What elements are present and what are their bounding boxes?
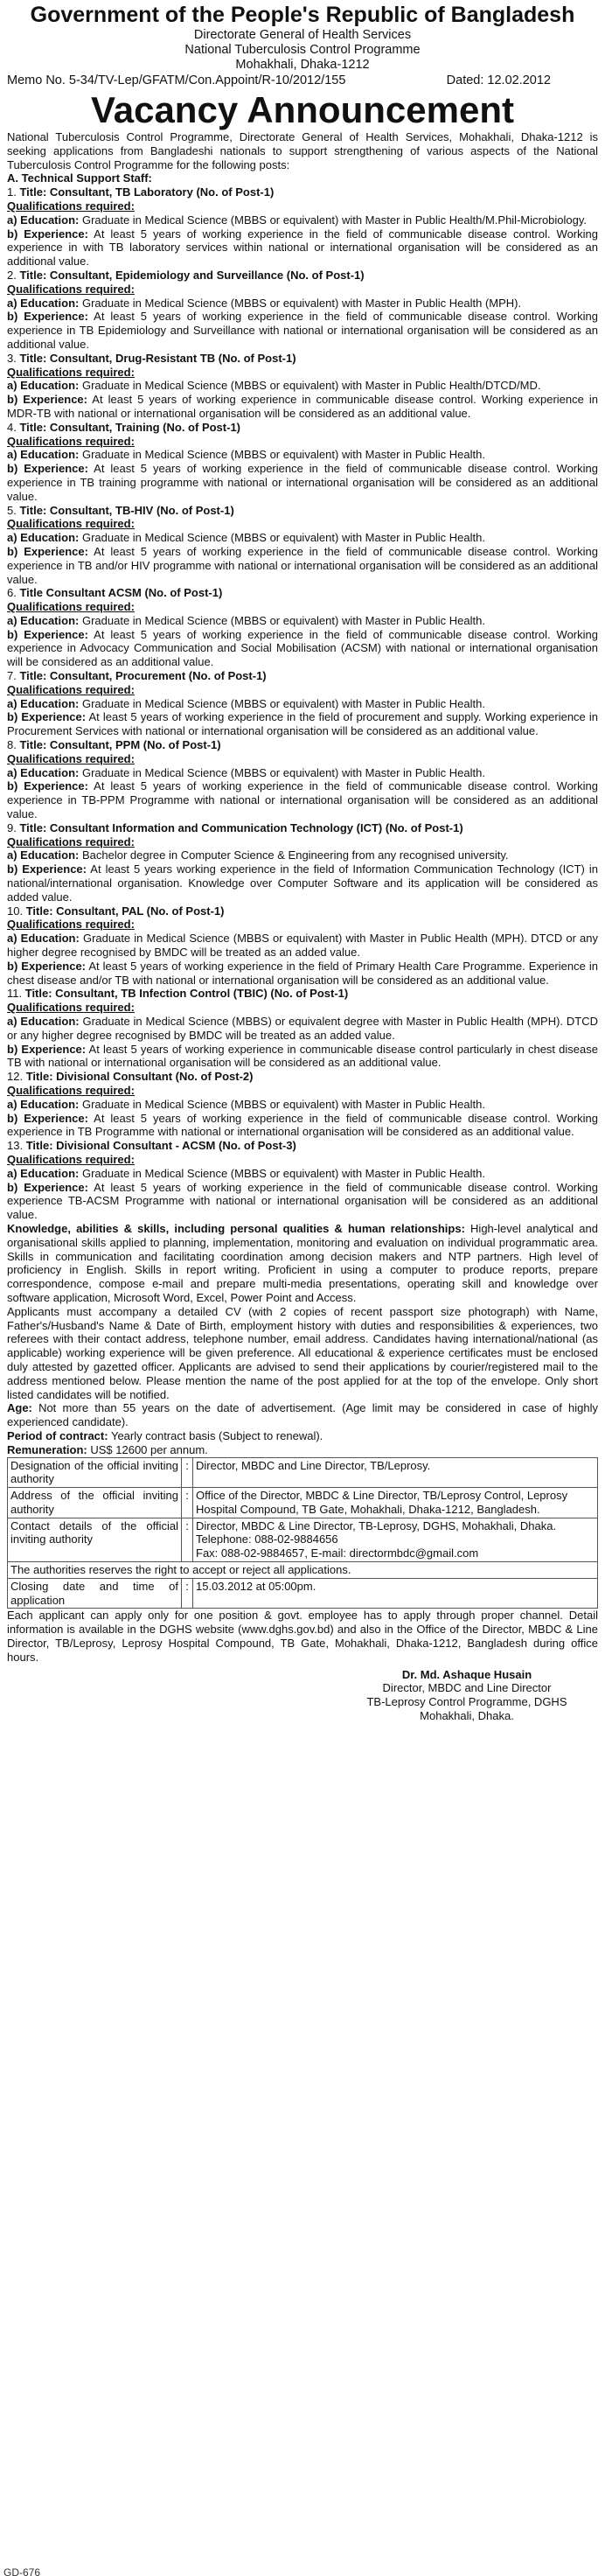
table-value-line: Fax: 088-02-9884657, E-mail: directormbdc@gmail.com xyxy=(196,1546,479,1560)
table-value-line: Director, MBDC and Line Director, TB/Leprosy. xyxy=(196,1458,431,1472)
experience-label: b) Experience: xyxy=(7,462,88,476)
position-title: Title: Consultant, TB Infection Control (TBIC) (No. of Post-1) xyxy=(24,987,349,1001)
experience-line xyxy=(7,779,598,820)
position-block xyxy=(7,738,598,821)
positions-list xyxy=(7,185,598,1222)
experience-label: b) Experience: xyxy=(7,1042,87,1056)
education-text: Graduate in Medical Science (MBBS or equivalent) with Master in Public Health (MPH). DTCD or any higher degree recognised by BMDC will be treated as an added value. xyxy=(7,932,598,960)
experience-label: b) Experience: xyxy=(7,544,88,558)
position-title-line xyxy=(7,352,598,366)
education-text: Graduate in Medical Science (MBBS or equivalent) with Master in Public Health/DTCD/MD. xyxy=(81,379,541,393)
education-text: Graduate in Medical Science (MBBS or equivalent) with Master in Public Health. xyxy=(81,448,485,462)
position-title-line xyxy=(7,821,598,835)
education-line xyxy=(7,379,598,393)
experience-line xyxy=(7,1043,598,1071)
experience-label: b) Experience: xyxy=(7,1111,88,1125)
education-text: Bachelor degree in Computer Science & Engineering from any recognised university. xyxy=(81,848,509,862)
experience-text: At least 5 years of working experience in the field of communicable disease control. Working experience in TB and/or HIV programme with national or international organisation will be considered as an additional value. xyxy=(7,544,598,586)
qualifications-heading: Qualifications required: xyxy=(7,199,135,213)
experience-line xyxy=(7,462,598,503)
memo-row xyxy=(7,73,598,88)
position-title: Title: Divisional Consultant - ACSM (No. of Post-3) xyxy=(25,1139,296,1153)
reserve-note: The authorities reserves the right to accept or reject all applications. xyxy=(8,1562,598,1579)
qualifications-heading: Qualifications required: xyxy=(7,600,135,614)
table-row xyxy=(8,1488,598,1518)
experience-text: At least 5 years of working experience in the field of communicable disease control. Working experience in TB Epidemiology and Surveillance with national or international organisation will be considered as an additional value. xyxy=(7,310,598,351)
programme-line: National Tuberculosis Control Programme xyxy=(184,43,421,57)
position-number: 11. xyxy=(7,987,23,1001)
position-title: Title: Consultant, TB-HIV (No. of Post-1) xyxy=(19,503,234,517)
position-title-line xyxy=(7,1139,598,1153)
position-block xyxy=(7,185,598,269)
contract-paragraph xyxy=(7,1429,598,1443)
education-line xyxy=(7,1015,598,1043)
remuneration-paragraph xyxy=(7,1443,598,1457)
experience-line xyxy=(7,1112,598,1140)
position-title: Title: Consultant Information and Communication Technology (ICT) (No. of Post-1) xyxy=(19,820,463,834)
experience-text: At least 5 years of working experience in the field of communicable disease control. Working experience in TB training programme with national or international organisation will be considered as an additional value. xyxy=(7,462,598,503)
experience-text: At least 5 years of working experience in the field of communicable disease control. Working experience in TB-PPM Programme with national or international organisation will be considered as an additional value. xyxy=(7,779,598,821)
education-text: Graduate in Medical Science (MBBS or equivalent) with Master in Public Health. xyxy=(81,1166,485,1180)
experience-line xyxy=(7,960,598,988)
position-title: Title: Consultant, PAL (No. of Post-1) xyxy=(25,904,225,918)
position-title-line xyxy=(7,586,598,600)
position-block xyxy=(7,504,598,587)
position-title-line xyxy=(7,987,598,1001)
education-text: Graduate in Medical Science (MBBS or equivalent) with Master in Public Health. xyxy=(81,765,485,779)
authority-table xyxy=(7,1457,598,1609)
position-title-line xyxy=(7,1070,598,1084)
qualifications-heading: Qualifications required: xyxy=(7,517,135,531)
position-title: Title: Consultant, Training (No. of Post-1) xyxy=(19,420,240,434)
education-label: a) Education: xyxy=(7,296,80,310)
closing-key: Closing date and time of application xyxy=(8,1578,182,1609)
table-value-line: Office of the Director, MBDC & Line Director, TB/Leprosy Control, Leprosy Hospital Compound, TB Gate, Mohakhali, Dhaka-1212, Bangladesh. xyxy=(196,1489,568,1516)
memo-number: Memo No. 5-34/TV-Lep/GFATM/Con.Appoint/R-10/2012/155 xyxy=(7,73,346,87)
education-line xyxy=(7,932,598,960)
experience-text: At least 5 years of working experience in communicable disease control. Working experience in MDR-TB with national or international organisation will be considered as an additional value. xyxy=(7,393,598,420)
education-text: Graduate in Medical Science (MBBS or equivalent) with Master in Public Health. xyxy=(81,696,485,710)
position-block xyxy=(7,269,598,352)
knowledge-label: Knowledge, abilities & skills, including personal qualities & human relationships: xyxy=(7,1221,465,1235)
position-title: Title: Divisional Consultant (No. of Post-2) xyxy=(25,1070,254,1084)
education-label: a) Education: xyxy=(7,213,80,227)
intro-paragraph: National Tuberculosis Control Programme, Directorate General of Health Services, Mohakhali, Dhaka-1212 is seeking applications from Bangladeshi nationals to support strengthening of various aspects of the National Tuberculosis Control Programme for the following posts: xyxy=(7,130,598,171)
position-number: 12. xyxy=(7,1070,24,1084)
table-colon: : xyxy=(182,1457,193,1488)
qualifications-heading: Qualifications required: xyxy=(7,834,135,848)
experience-label: b) Experience: xyxy=(7,710,87,724)
education-label: a) Education: xyxy=(7,1097,80,1111)
position-title: Title: Consultant, Procurement (No. of Post-1) xyxy=(19,669,267,683)
signatory-line-1: Director, MBDC and Line Director xyxy=(382,1681,552,1695)
position-number: 7. xyxy=(7,669,17,683)
qualifications-heading: Qualifications required: xyxy=(7,1001,135,1015)
knowledge-paragraph xyxy=(7,1222,598,1305)
education-text: Graduate in Medical Science (MBBS or equivalent) with Master in Public Health/M.Phil-Microbiology. xyxy=(81,213,588,227)
directorate-line: Directorate General of Health Services xyxy=(193,28,412,42)
experience-line xyxy=(7,1181,598,1222)
education-line xyxy=(7,1098,598,1112)
experience-label: b) Experience: xyxy=(7,310,88,324)
education-label: a) Education: xyxy=(7,1015,80,1028)
experience-label: b) Experience: xyxy=(7,862,87,876)
qualifications-heading: Qualifications required: xyxy=(7,751,135,765)
education-label: a) Education: xyxy=(7,448,80,462)
age-paragraph xyxy=(7,1401,598,1429)
qualifications-heading: Qualifications required: xyxy=(7,682,135,696)
position-block xyxy=(7,352,598,421)
experience-line xyxy=(7,545,598,586)
footer-paragraph: Each applicant can apply only for one position & govt. employee has to apply through proper channel. Detail information is available in the DGHS website (www.dghs.gov.bd) and also in the Office of the Director, MBDC & Line Director, TB/Leprosy, Leprosy Hospital Compound, TB Gate, Mohakhali, Dhaka-1212, Bangladesh during office hours. xyxy=(7,1609,598,1664)
page-title: Vacancy Announcement xyxy=(91,89,514,130)
experience-label: b) Experience: xyxy=(7,393,87,407)
education-label: a) Education: xyxy=(7,379,80,393)
education-text: Graduate in Medical Science (MBBS or equivalent) with Master in Public Health. xyxy=(81,1097,485,1111)
table-colon: : xyxy=(182,1488,193,1518)
position-title-line xyxy=(7,269,598,283)
position-title-line xyxy=(7,738,598,752)
experience-line xyxy=(7,862,598,904)
position-block xyxy=(7,1070,598,1139)
memo-date: Dated: 12.02.2012 xyxy=(446,73,551,87)
experience-text: At least 5 years of working experience in the field of communicable disease control. Working experience in Advocacy Communication and Social Mobilisation (ACSM) with national or international organisation will be considered as an additional value. xyxy=(7,627,598,669)
education-line xyxy=(7,448,598,462)
position-block xyxy=(7,669,598,738)
education-line xyxy=(7,848,598,862)
table-key: Address of the official inviting authority xyxy=(8,1488,182,1518)
position-title-line xyxy=(7,504,598,518)
education-line xyxy=(7,297,598,311)
government-heading: Government of the People's Republic of Bangladesh xyxy=(30,3,575,27)
position-number: 9. xyxy=(7,820,17,834)
table-row xyxy=(8,1518,598,1561)
signature-block xyxy=(336,1668,598,1723)
qualifications-heading: Qualifications required: xyxy=(7,282,135,296)
experience-line xyxy=(7,310,598,351)
position-number: 3. xyxy=(7,351,17,365)
table-value xyxy=(193,1488,598,1518)
education-label: a) Education: xyxy=(7,531,80,545)
contract-label: Period of contract: xyxy=(7,1428,108,1442)
position-block xyxy=(7,586,598,669)
education-line xyxy=(7,1167,598,1181)
position-number: 2. xyxy=(7,268,17,282)
experience-line xyxy=(7,393,598,421)
position-title: Title Consultant ACSM (No. of Post-1) xyxy=(19,586,223,600)
experience-line xyxy=(7,227,598,269)
position-number: 8. xyxy=(7,738,17,752)
position-number: 10. xyxy=(7,904,24,918)
table-colon: : xyxy=(182,1518,193,1561)
education-label: a) Education: xyxy=(7,848,80,862)
education-text: Graduate in Medical Science (MBBS) or equivalent degree with Master in Public Health (MPH). DTCD or any higher degree recognised by BMDC will be treated as an added value. xyxy=(7,1015,598,1042)
experience-label: b) Experience: xyxy=(7,1180,88,1194)
experience-text: At least 5 years of working experience in communicable disease control particularly in chest disease TB with national or international organisation will be considered as an additional value. xyxy=(7,1042,598,1070)
position-number: 5. xyxy=(7,503,17,517)
experience-text: At least 5 years of working experience in the field of communicable disease control. Working experience TB-ACSM Programme with national or international organisation will be considered as an additional value. xyxy=(7,1180,598,1222)
experience-label: b) Experience: xyxy=(7,959,87,973)
remuneration-text: US$ 12600 per annum. xyxy=(90,1442,208,1456)
contract-text: Yearly contract basis (Subject to renewal). xyxy=(110,1428,323,1442)
closing-colon: : xyxy=(182,1578,193,1609)
position-number: 13. xyxy=(7,1139,24,1153)
position-title-line xyxy=(7,669,598,683)
position-block xyxy=(7,421,598,504)
position-title: Title: Consultant, Epidemiology and Surveillance (No. of Post-1) xyxy=(19,268,365,282)
education-label: a) Education: xyxy=(7,1166,80,1180)
position-title: Title: Consultant, Drug-Resistant TB (No. of Post-1) xyxy=(19,351,296,365)
education-line xyxy=(7,213,598,227)
experience-line xyxy=(7,628,598,669)
qualifications-heading: Qualifications required: xyxy=(7,918,135,932)
education-line xyxy=(7,614,598,628)
signatory-line-2: TB-Leprosy Control Programme, DGHS xyxy=(366,1695,567,1709)
table-value-line: Director, MBDC & Line Director, TB-Leprosy, DGHS, Mohakhali, Dhaka. xyxy=(196,1518,557,1532)
position-block xyxy=(7,987,598,1070)
qualifications-heading: Qualifications required: xyxy=(7,434,135,448)
experience-text: At least 5 years of working experience in the field of Primary Health Care Programme. Experience in chest disease and/or TB with national or international organisation will be considered as an additional value. xyxy=(7,959,598,987)
closing-value: 15.03.2012 at 05:00pm. xyxy=(193,1578,598,1609)
table-value xyxy=(193,1457,598,1488)
table-key: Contact details of the official inviting authority xyxy=(8,1518,182,1561)
education-label: a) Education: xyxy=(7,696,80,710)
knowledge-text: High-level analytical and organisational skills applied to planning, implementation, monitoring and evaluation on individual programmatic area. Skills in communication and facilitating coordination among decision makers and NTP partners. High level of proficiency in English. Skills in report writing. Proficient in using a computer to produce reports, prepare correspondence, compose e-mail and prepare multi-media presentations, operating skill and knowledge over software application, Microsoft Word, Excel, Power Point and Access. xyxy=(7,1221,598,1304)
table-value-line: Telephone: 088-02-9884656 xyxy=(196,1532,338,1546)
address-line: Mohakhali, Dhaka-1212 xyxy=(235,58,370,72)
education-line xyxy=(7,531,598,545)
position-block xyxy=(7,1139,598,1222)
qualifications-heading: Qualifications required: xyxy=(7,365,135,379)
table-key: Designation of the official inviting authority xyxy=(8,1457,182,1488)
position-title: Title: Consultant, PPM (No. of Post-1) xyxy=(19,738,221,752)
position-number: 1. xyxy=(7,185,17,199)
experience-text: At least 5 years working experience in the field of Information Communication Technology (ICT) in national/international organisation. Knowledge over Computer Software and its application will be considered as added value. xyxy=(7,862,598,904)
remuneration-label: Remuneration: xyxy=(7,1442,87,1456)
education-text: Graduate in Medical Science (MBBS or equivalent) with Master in Public Health (MPH). xyxy=(81,296,522,310)
position-title-line xyxy=(7,421,598,435)
applicants-paragraph: Applicants must accompany a detailed CV (with 2 copies of recent passport size photograph) with Name, Father's/Husband's Name & Date of Birth, employment history with duties and responsibilities & experiences, two referees with their contact address, telephone number, email address. Candidates having international/national (as applicable) working experience will be given preference. All educational & experience certificates must be enclosed duly attested by gazetted officer. Applicants are advised to send their applications by courier/registered mail to the address mentioned below. Please mention the name of the post applied for at the top of the envelope. Only short listed candidates will be notified. xyxy=(7,1304,598,1401)
position-number: 6. xyxy=(7,586,17,600)
education-label: a) Education: xyxy=(7,932,80,946)
education-label: a) Education: xyxy=(7,765,80,779)
table-row xyxy=(8,1562,598,1579)
age-label: Age: xyxy=(7,1401,32,1415)
position-block xyxy=(7,904,598,988)
signatory-name: Dr. Md. Ashaque Husain xyxy=(401,1667,532,1681)
education-line xyxy=(7,766,598,780)
experience-label: b) Experience: xyxy=(7,779,88,793)
experience-label: b) Experience: xyxy=(7,227,88,241)
education-text: Graduate in Medical Science (MBBS or equivalent) with Master in Public Health. xyxy=(81,613,485,627)
signatory-line-3: Mohakhali, Dhaka. xyxy=(420,1709,514,1723)
section-a-heading: A. Technical Support Staff: xyxy=(7,171,152,185)
position-title: Title: Consultant, TB Laboratory (No. of Post-1) xyxy=(19,185,275,199)
experience-label: b) Experience: xyxy=(7,627,88,641)
experience-line xyxy=(7,710,598,738)
age-text: Not more than 55 years on the date of advertisement. (Age limit may be considered in case of highly experienced candidate). xyxy=(7,1401,598,1429)
position-number: 4. xyxy=(7,420,17,434)
position-title-line xyxy=(7,185,598,199)
table-value xyxy=(193,1518,598,1561)
position-title-line xyxy=(7,904,598,918)
education-text: Graduate in Medical Science (MBBS or equivalent) with Master in Public Health. xyxy=(81,531,485,545)
qualifications-heading: Qualifications required: xyxy=(7,1152,135,1166)
position-block xyxy=(7,821,598,904)
experience-text: At least 5 years of working experience in the field of procurement and supply. Working experience in Procurement Services with national or international organisation will be considered as an additional value. xyxy=(7,710,598,738)
table-row xyxy=(8,1457,598,1488)
table-row xyxy=(8,1578,598,1609)
qualifications-heading: Qualifications required: xyxy=(7,1083,135,1097)
education-line xyxy=(7,697,598,711)
education-label: a) Education: xyxy=(7,613,80,627)
experience-text: At least 5 years of working experience in the field of communicable disease control. Working experience in TB Programme with national or international organisation will be considered as an additional value. xyxy=(7,1111,598,1139)
ad-code: GD-676 xyxy=(3,2566,41,2576)
experience-text: At least 5 years of working experience in the field of communicable disease control. Working experience in with TB laboratory services within national or international organisation will be considered as an additional value. xyxy=(7,227,598,269)
